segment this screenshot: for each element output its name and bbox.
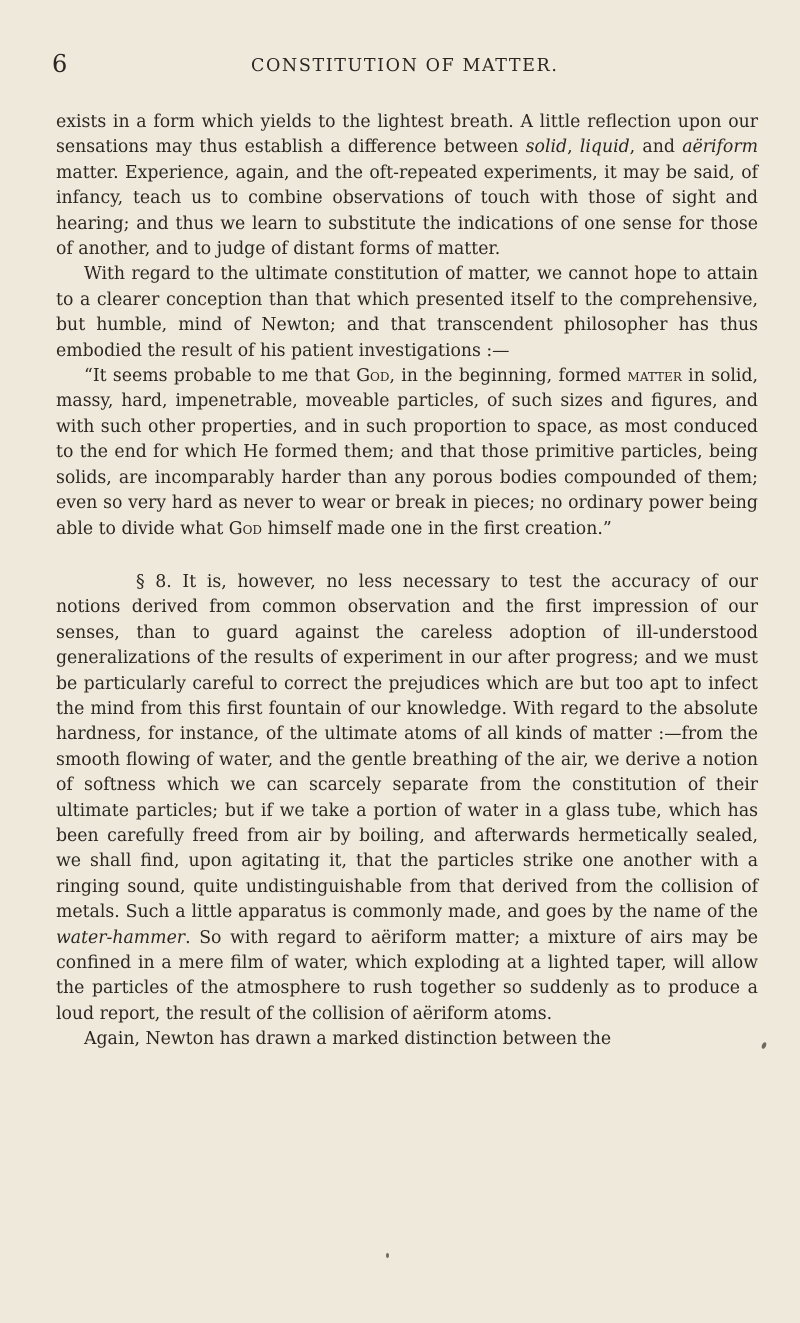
page-number: 6 (52, 50, 68, 78)
text-run: in solid, massy, hard, impenetrable, moveable particles, of such sizes and figures, and with such other properties, and in such proportion to space, as most conduced to the end for which He formed them; and that those primitive particles, being solids, are incomparably harder than any porous bodies compounded of them; even so very hard as never to wear or break in pieces; no ordinary power being able to divide what (56, 366, 759, 539)
text-run: , (567, 137, 580, 158)
newton-quotation (56, 364, 758, 542)
italic-term: water-hammer (56, 927, 186, 948)
paragraph-newton-intro: With regard to the ultimate constitution of matter, we cannot hope to attain to a clearer conception than that which presented itself to the comprehensive, but humble, mind of Newton; and that transcendent philosopher has thus embodied the result of his patient investigations :— (56, 264, 758, 361)
small-caps-word: God (228, 518, 263, 539)
paper-speck (386, 1253, 389, 1258)
italic-term: liquid (579, 137, 630, 158)
paragraph-continued (56, 110, 758, 262)
running-head: CONSTITUTION OF MATTER. (251, 56, 559, 76)
text-run: , in the beginning, formed (389, 366, 628, 387)
text-run: , and (629, 137, 683, 158)
page-header (0, 50, 800, 80)
small-caps-word: matter (627, 366, 682, 387)
text-run: himself made one in the first creation.” (262, 518, 612, 539)
text-run: exists in a form which yields to the lightest breath. A little reflection upon our sensations may thus establish a difference between (56, 112, 758, 158)
italic-term: aëriform (682, 137, 758, 158)
paper-speck (761, 1041, 768, 1049)
small-caps-word: God (356, 366, 390, 387)
text-run: § 8. It is, however, no less necessary to test the accuracy of our notions derived from common observation and the first impression of our senses, than to guard against the careless adoption of ill-understood generalizations of the results of experiment in our after progress; and we must be particularly careful to correct the prejudices which are but too apt to infect the mind from this first fountain of our knowledge. With regard to the absolute hardness, for instance, of the ultimate atoms of all kinds of matter :—from the smooth flowing of water, and the gentle breathing of the air, we derive a notion of softness which we can scarcely separate from the constitution of their ultimate particles; but if we take a portion of water in a glass tube, which has been carefully freed from air by boiling, and afterwards hermetically sealed, we shall find, upon agitating it, that the particles strike one another with a ringing sound, quite undistinguishable from that derived from the collision of metals. Such a little apparatus is commonly made, and goes by the name of the (56, 571, 758, 923)
italic-term: solid (525, 137, 568, 158)
text-run: “It seems probable to me that (84, 366, 357, 387)
text-run: matter. Experience, again, and the oft-repeated experiments, it may be said, of infancy, teach us to combine observations of touch with those of sight and hearing; and thus we learn to substitute the indications of one sense for those of another, and to judge of distant forms of matter. (56, 162, 758, 260)
paragraph-again-newton: Again, Newton has drawn a marked distinction between the (84, 1029, 612, 1050)
body-text (56, 110, 758, 1053)
section-8-paragraph (56, 570, 758, 1027)
text-run: . So with regard to aëriform matter; a mixture of airs may be confined in a mere film of water, which exploding at a lighted taper, will allow the particles of the atmosphere to rush together so suddenly as to produce a loud report, the result of the collision of aëriform atoms. (56, 927, 758, 1024)
